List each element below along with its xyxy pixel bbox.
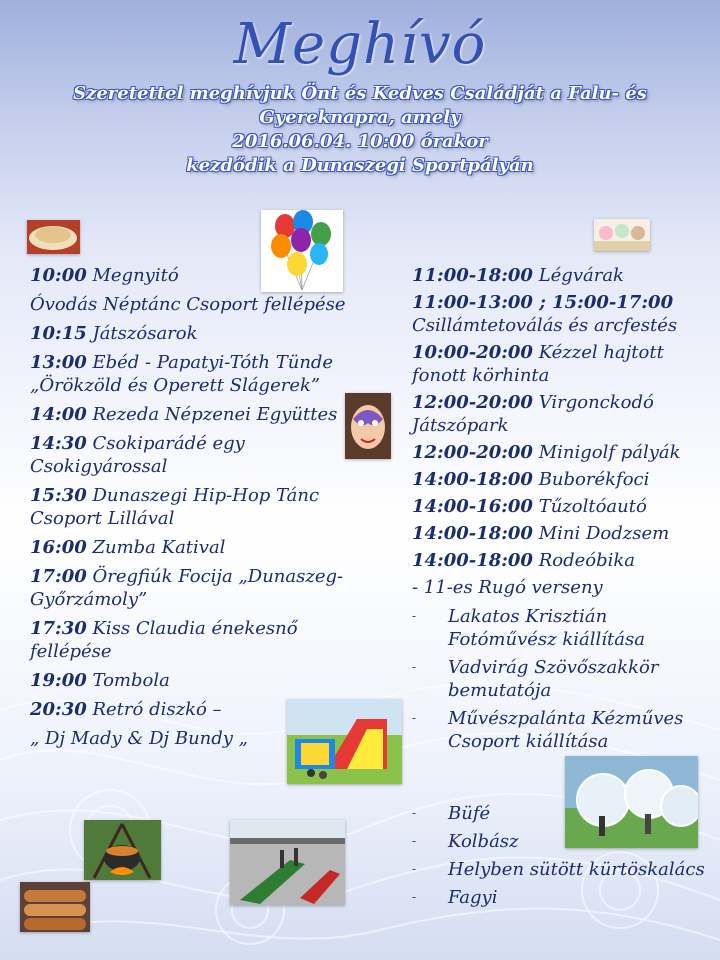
food-text: Kolbász: [448, 831, 519, 852]
program-time: 17:00: [30, 566, 87, 587]
dash-bullet: -: [412, 660, 417, 674]
program-time: 11:00-18:00: [412, 265, 533, 286]
program-entry: [30, 264, 370, 287]
food-text: Helyben sütött kürtöskalács: [448, 859, 705, 880]
program-entry: [412, 468, 712, 491]
program-text: Légvárak: [532, 265, 624, 286]
program-text: Retró diszkó –: [86, 699, 222, 720]
program-text: Tűzoltóautó: [532, 496, 647, 517]
program-entry: [30, 351, 370, 397]
program-text: Zumba Katival: [86, 537, 226, 558]
program-time: 14:00: [30, 404, 87, 425]
food-item: [412, 802, 712, 825]
program-entry: [30, 565, 370, 611]
program-time: 12:00-20:00: [412, 392, 533, 413]
program-text: Rezeda Népzenei Együttes: [86, 404, 338, 425]
cauldron-cooking-image: [84, 820, 161, 880]
program-text: Csillámtetoválás és arcfestés: [412, 315, 678, 336]
program-text: Kézzel hajtott fonott körhinta: [412, 342, 664, 386]
program-text: Rodeóbika: [532, 550, 636, 571]
program-text: Megnyitó: [86, 265, 179, 286]
program-entry: [30, 432, 370, 478]
program-entry: [30, 484, 370, 530]
dash-bullet: -: [412, 862, 417, 876]
exhibit-text: Lakatos Krisztián Fotóművész kiállítása: [448, 606, 645, 650]
dash-bullet: -: [412, 834, 417, 848]
program-time: 14:00-18:00: [412, 523, 533, 544]
program-time: 16:00: [30, 537, 87, 558]
subtitle-line: Szeretettel meghívjuk Önt és Kedves Családját a Falu- és: [73, 83, 647, 104]
minigolf-image: [230, 820, 345, 905]
dash-bullet: -: [412, 609, 417, 623]
program-time: 20:30: [30, 699, 87, 720]
program-text: - 11-es Rugó verseny: [412, 577, 603, 598]
program-entry: [30, 698, 370, 721]
program-time: 19:00: [30, 670, 87, 691]
program-text: Csokiparádé egy Csokigyárossal: [30, 433, 245, 477]
food-text: Büfé: [448, 803, 491, 824]
program-text: Óvodás Néptánc Csoport fellépése: [30, 294, 346, 315]
program-entry: [30, 536, 370, 559]
program-time: 12:00-20:00: [412, 442, 533, 463]
program-text: Virgonckodó Játszópark: [412, 392, 654, 436]
program-text: Buborékfoci: [532, 469, 650, 490]
program-text: Kiss Claudia énekesnő fellépése: [30, 618, 298, 662]
program-entry: [412, 576, 712, 599]
program-text: Öregfiúk Focija „Dunaszeg-Győrzámoly”: [30, 566, 344, 610]
exhibit-text: Vadvirág Szövőszakkör bemutatója: [448, 657, 659, 701]
subtitle-line: Gyereknapra, amely: [259, 107, 461, 128]
program-time: 11:00-13:00 ; 15:00-17:00: [412, 292, 674, 313]
food-item: [412, 858, 712, 881]
program-entry: [412, 549, 712, 572]
food-text: Fagyi: [448, 887, 498, 908]
program-entry: [30, 322, 370, 345]
program-left: [30, 264, 370, 756]
program-text: Minigolf pályák: [532, 442, 681, 463]
program-entry: [412, 522, 712, 545]
dash-bullet: -: [412, 711, 417, 725]
program-entry: [412, 391, 712, 437]
dash-bullet: -: [412, 806, 417, 820]
program-text: Mini Dodzsem: [532, 523, 670, 544]
pastry-image: [27, 220, 80, 254]
program-entry: [412, 341, 712, 387]
program-entry: [30, 727, 370, 750]
program-entry: [412, 441, 712, 464]
exhibit-item: [412, 656, 712, 702]
program-right: [412, 264, 712, 758]
subtitle-line: kezdődik a Dunaszegi Sportpályán: [186, 155, 534, 176]
program-entry: [30, 617, 370, 663]
food-item: [412, 830, 712, 853]
program-time: 14:00-18:00: [412, 550, 533, 571]
dash-bullet: -: [412, 890, 417, 904]
program-entry: [30, 403, 370, 426]
page-title: Meghívó: [233, 12, 487, 77]
program-time: 13:00: [30, 352, 87, 373]
program-entry: [412, 264, 712, 287]
program-time: 14:30: [30, 433, 87, 454]
program-time: 10:00-20:00: [412, 342, 533, 363]
program-text: Dunaszegi Hip-Hop Tánc Csoport Lillával: [30, 485, 320, 529]
program-time: 14:00-16:00: [412, 496, 533, 517]
program-text: Ebéd - Papatyi-Tóth Tünde „Örökzöld és Operett Slágerek”: [30, 352, 334, 396]
program-text: Játszósarok: [86, 323, 198, 344]
program-entry: [412, 495, 712, 518]
program-entry: [412, 291, 712, 337]
exhibit-text: Művészpalánta Kézműves Csoport kiállítása: [448, 708, 684, 752]
program-time: 15:30: [30, 485, 87, 506]
program-time: 10:00: [30, 265, 87, 286]
food-item: [412, 886, 712, 909]
program-entry: [30, 293, 370, 316]
subtitle-line: 2016.06.04. 10:00 órakor: [232, 131, 488, 152]
program-time: 10:15: [30, 323, 87, 344]
kurtoskalacs-image: [20, 882, 90, 932]
program-text: Tombola: [86, 670, 170, 691]
invitation-subtitle: [20, 82, 700, 178]
program-text: „ Dj Mady & Dj Bundy „: [30, 728, 248, 749]
exhibit-item: [412, 707, 712, 753]
program-time: 14:00-18:00: [412, 469, 533, 490]
program-entry: [30, 669, 370, 692]
food-list: [412, 802, 712, 914]
ice-cream-image: [594, 219, 650, 251]
exhibit-item: [412, 605, 712, 651]
program-time: 17:30: [30, 618, 87, 639]
